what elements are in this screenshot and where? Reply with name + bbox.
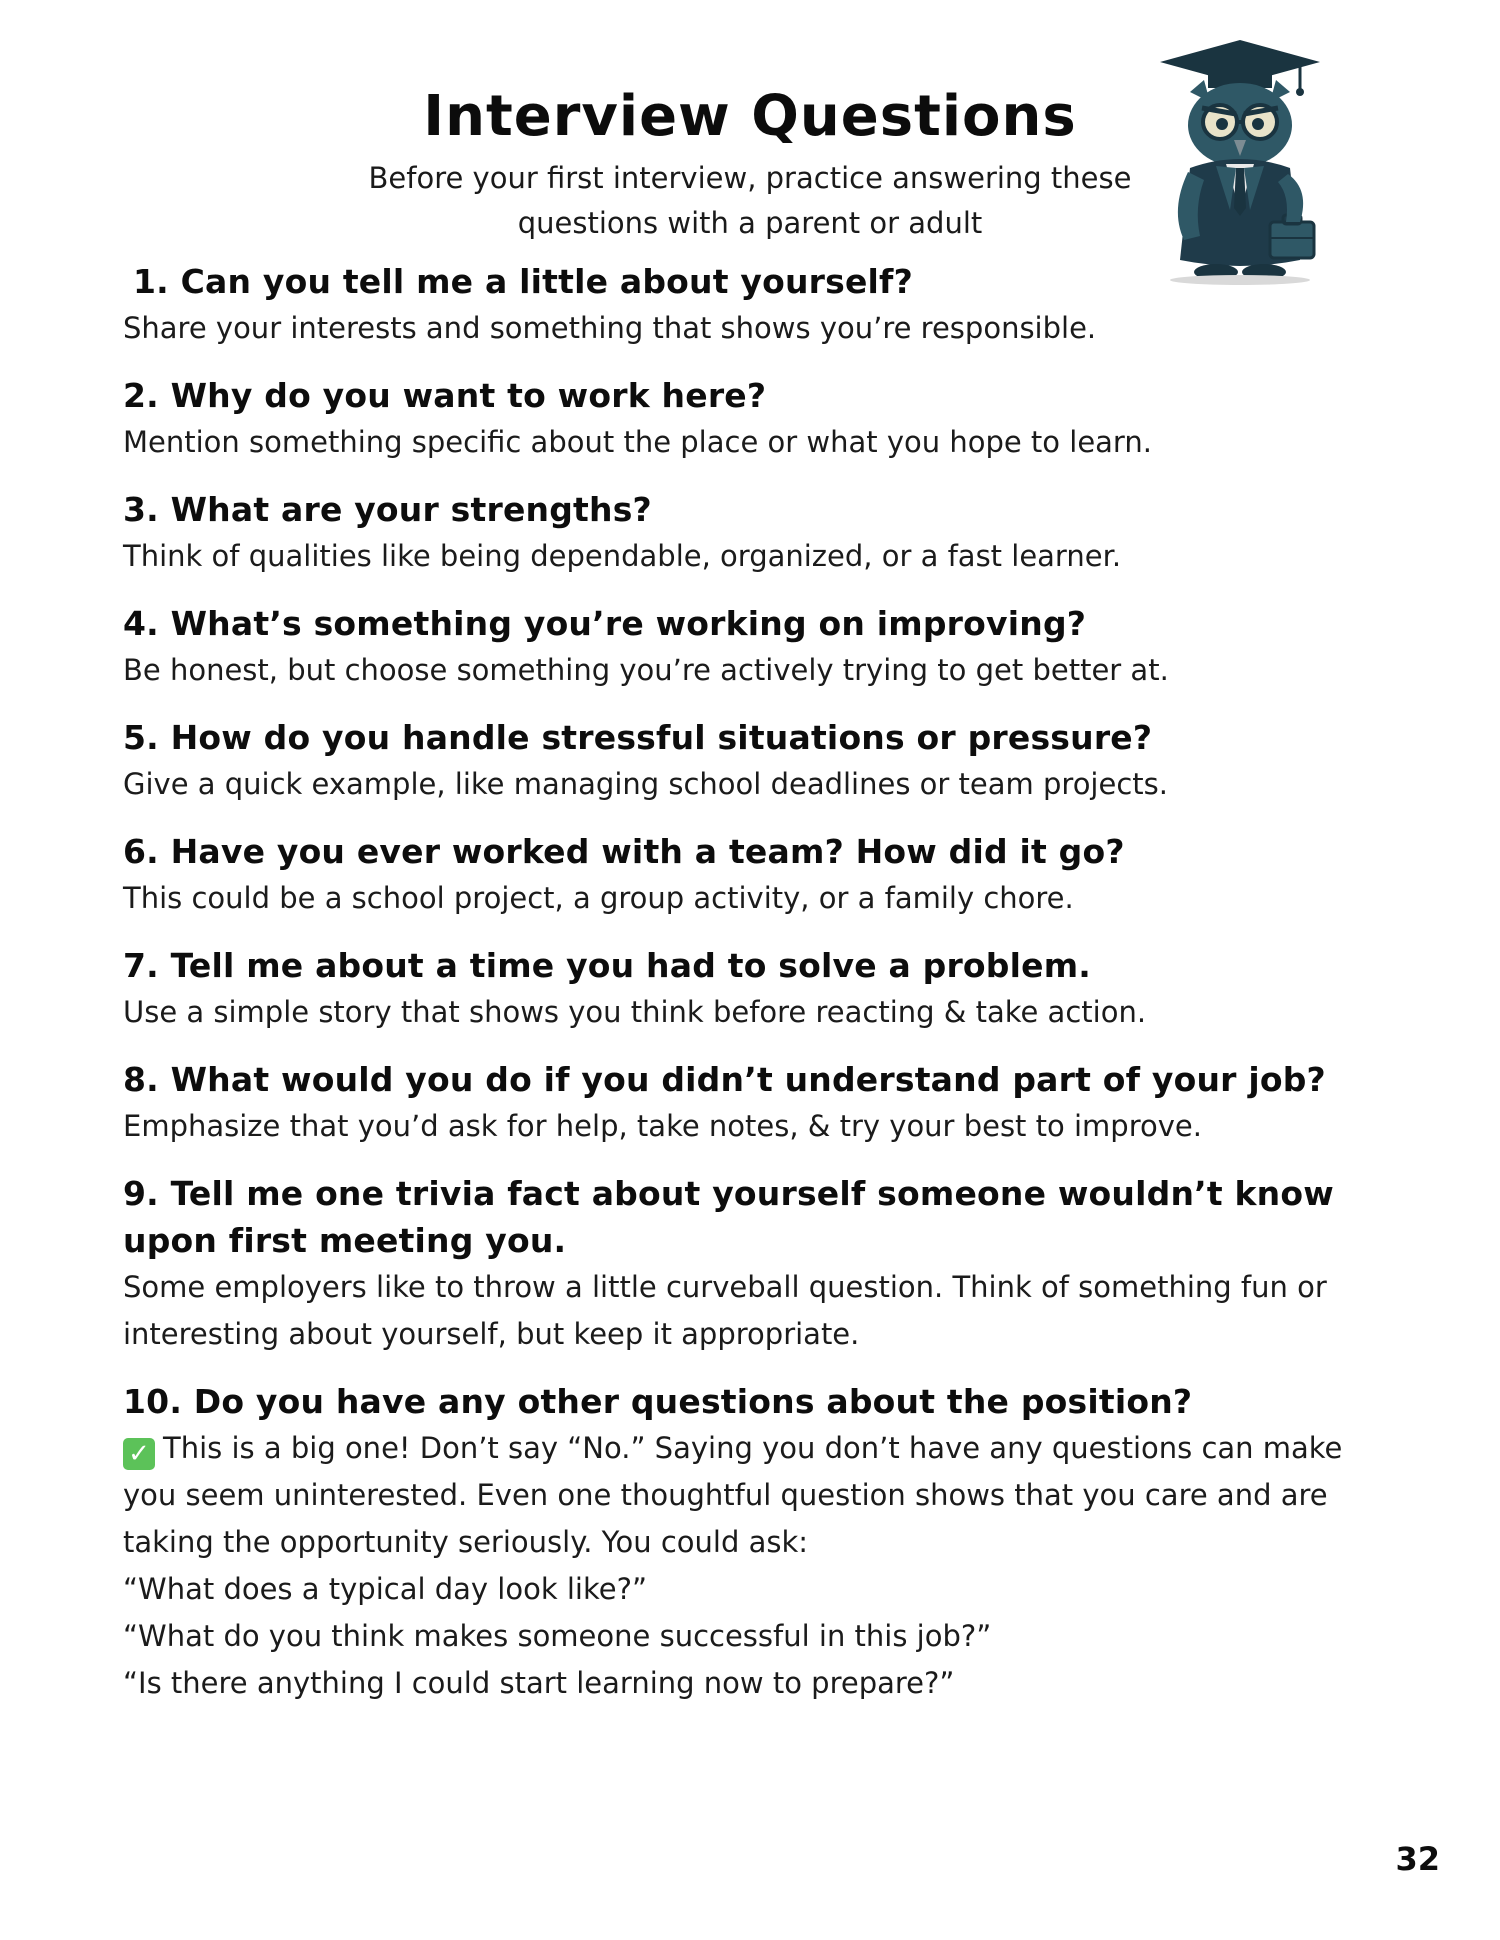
page-title: Interview Questions — [423, 84, 1077, 149]
question-item — [123, 1378, 1383, 1707]
question-title: 6. Have you ever worked with a team? How did it go? — [123, 832, 1125, 871]
question-item — [123, 486, 1383, 580]
question-tip: Share your interests and something that shows you’re responsible. — [123, 311, 1097, 345]
question-title: 10. Do you have any other questions about the position? — [123, 1382, 1193, 1421]
question-tip: Mention something specific about the place or what you hope to learn. — [123, 425, 1152, 459]
example-question: “What do you think makes someone successful in this job?” — [123, 1619, 992, 1653]
question-tip: Some employers like to throw a little curveball question. Think of something fun or interesting about yourself, but keep it appropriate. — [123, 1270, 1327, 1351]
example-question: “What does a typical day look like?” — [123, 1572, 647, 1606]
question-item — [123, 828, 1383, 922]
question-item — [123, 942, 1383, 1036]
question-tip: Emphasize that you’d ask for help, take notes, & try your best to improve. — [123, 1109, 1202, 1143]
question-tip: Think of qualities like being dependable, organized, or a fast learner. — [123, 539, 1122, 573]
page-header — [300, 82, 1200, 246]
question-tip: Give a quick example, like managing school deadlines or team projects. — [123, 767, 1168, 801]
example-question: “Is there anything I could start learning now to prepare?” — [123, 1666, 955, 1700]
question-tip — [123, 1425, 1383, 1566]
check-mark-icon: ✓ — [123, 1438, 155, 1470]
question-list — [123, 258, 1383, 1727]
question-item — [123, 258, 1383, 352]
question-title: 1. Can you tell me a little about yourself? — [133, 262, 913, 301]
question-title: 8. What would you do if you didn’t understand part of your job? — [123, 1060, 1326, 1099]
question-tip: Be honest, but choose something you’re actively trying to get better at. — [123, 653, 1169, 687]
question-item — [123, 600, 1383, 694]
question-item — [123, 714, 1383, 808]
page-number: 32 — [1395, 1840, 1440, 1878]
page-subtitle: Before your first interview, practice answering these questions with a parent or adult — [368, 161, 1132, 240]
question-item — [123, 1056, 1383, 1150]
question-item — [123, 372, 1383, 466]
question-tip: Use a simple story that shows you think before reacting & take action. — [123, 995, 1147, 1029]
question-tip-intro: This is a big one! Don’t say “No.” Saying you don’t have any questions can make you seem uninterested. Even one thoughtful question shows that you care and are taking the opportunity seriously. You could ask: — [123, 1431, 1343, 1559]
question-tip: This could be a school project, a group activity, or a family chore. — [123, 881, 1074, 915]
question-item — [123, 1170, 1383, 1358]
question-title: 2. Why do you want to work here? — [123, 376, 767, 415]
question-title: 4. What’s something you’re working on improving? — [123, 604, 1087, 643]
question-title: 5. How do you handle stressful situations or pressure? — [123, 718, 1153, 757]
question-title: 7. Tell me about a time you had to solve a problem. — [123, 946, 1092, 985]
question-title: 9. Tell me one trivia fact about yourself someone wouldn’t know upon first meeting you. — [123, 1174, 1334, 1260]
question-title: 3. What are your strengths? — [123, 490, 652, 529]
